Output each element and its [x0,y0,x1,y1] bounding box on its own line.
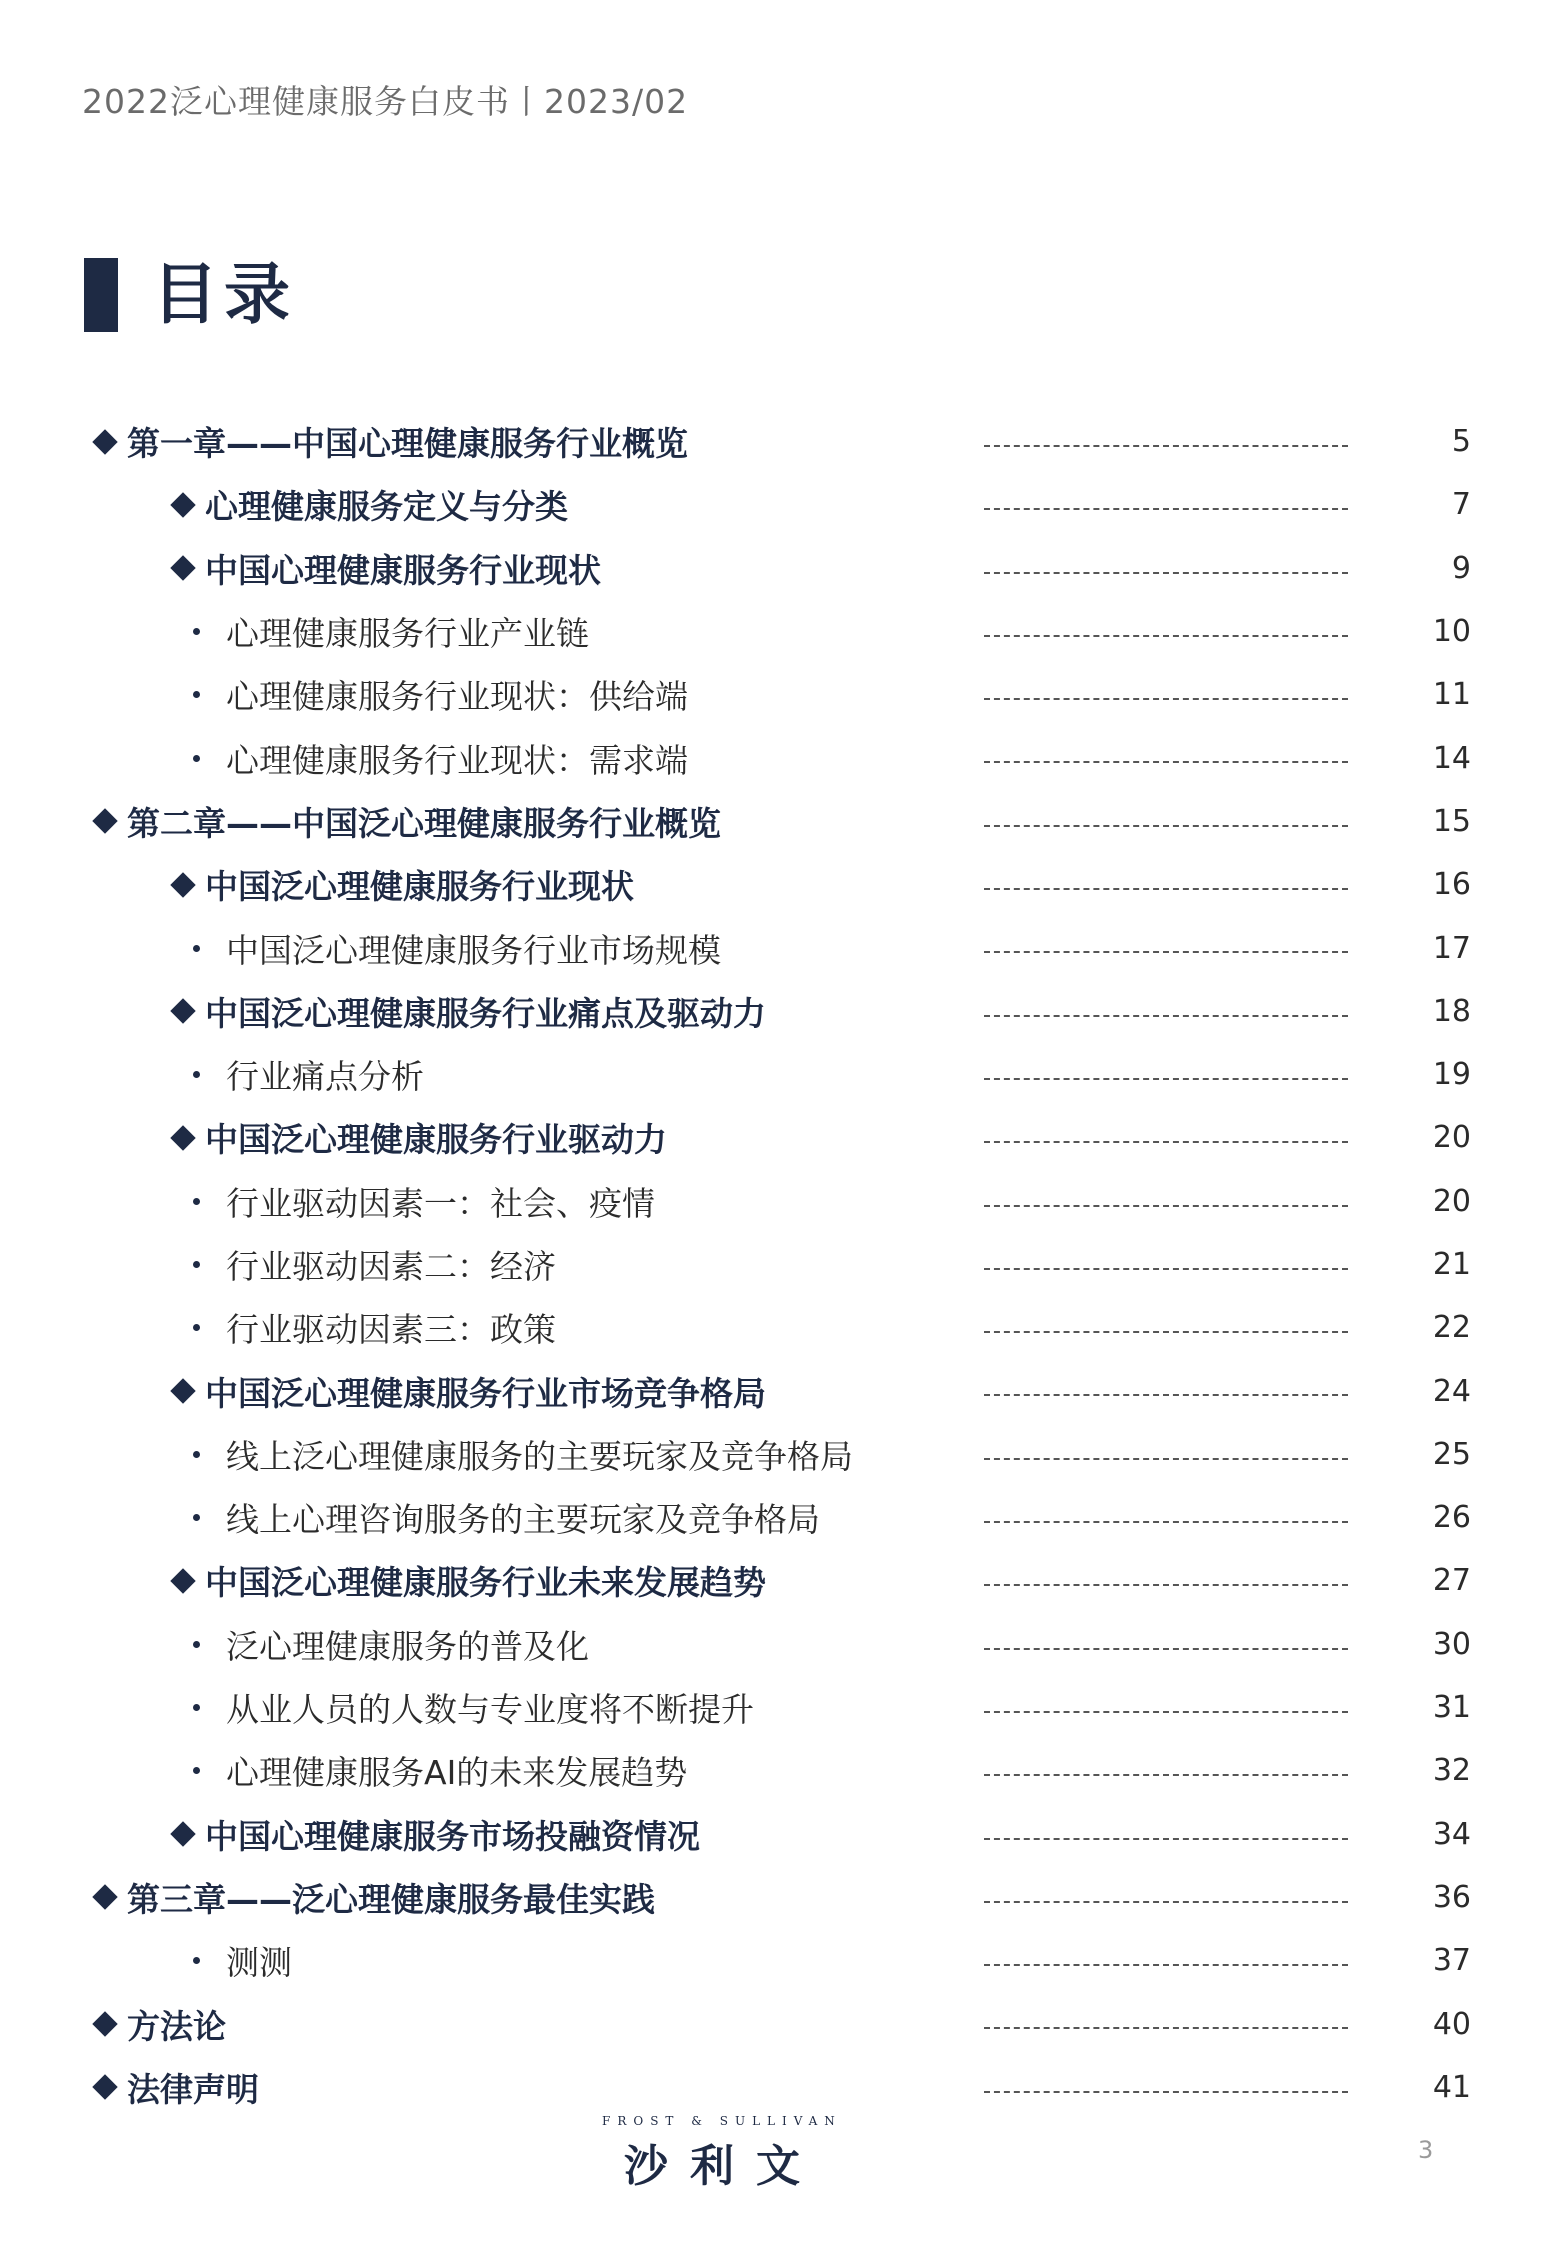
toc-entry-label: 中国泛心理健康服务行业未来发展趋势 [205,1563,766,1603]
toc-row[interactable] [0,726,1553,789]
toc-entry [193,1739,687,1802]
toc-entry-label: 心理健康服务AI的未来发展趋势 [226,1753,688,1793]
dotted-leader [984,1268,1348,1270]
logo-chinese-text: 沙利文 [624,2141,822,2192]
toc-entry-label: 中国泛心理健康服务行业市场规模 [226,930,721,970]
toc-row[interactable] [0,1106,1553,1169]
bullet-icon [193,1704,200,1711]
dotted-leader [984,761,1348,763]
toc-entry-label: 心理健康服务行业现状：需求端 [226,740,688,780]
toc-row[interactable] [0,1866,1553,1929]
dotted-leader [984,572,1348,574]
toc-entry [193,1613,589,1676]
dotted-leader [984,1331,1348,1333]
toc-page-number: 37 [1432,1943,1471,1979]
toc-row[interactable] [0,1233,1553,1296]
dotted-leader [984,1015,1348,1017]
toc-entry-label: 方法论 [127,2006,226,2046]
toc-row[interactable] [0,1992,1553,2055]
toc-entry [193,600,589,663]
bullet-icon [193,1324,200,1331]
toc-entry [193,726,688,789]
toc-row[interactable] [0,410,1553,473]
toc-entry-label: 线上心理咨询服务的主要玩家及竞争格局 [226,1500,820,1540]
toc-entry [193,1676,754,1739]
toc-row[interactable] [0,1549,1553,1612]
toc-page-number: 27 [1432,1563,1471,1599]
toc-page-number: 34 [1432,1816,1471,1852]
diamond-bullet-icon [92,429,117,454]
toc-page-number: 40 [1432,2006,1471,2042]
toc-page-number: 18 [1432,993,1471,1029]
bullet-icon [193,1071,200,1078]
bullet-icon [193,1767,200,1774]
frost-sullivan-logo [602,2114,842,2194]
toc-page-number: 5 [1451,424,1471,460]
page-title: 目录 [152,256,296,333]
toc-entry [170,1106,667,1169]
toc-entry-label: 中国泛心理健康服务行业痛点及驱动力 [205,993,766,1033]
dotted-leader [984,1521,1348,1523]
toc-entry [170,1549,766,1612]
diamond-bullet-icon [170,1821,195,1846]
toc-page-number: 20 [1432,1120,1471,1156]
toc-entry [92,790,721,853]
toc-row[interactable] [0,600,1553,663]
bullet-icon [193,628,200,635]
bullet-icon [193,691,200,698]
dotted-leader [984,508,1348,510]
toc-entry [170,473,568,536]
toc-row[interactable] [0,537,1553,600]
toc-row[interactable] [0,1423,1553,1486]
dotted-leader [984,1584,1348,1586]
table-of-contents [0,410,1553,2119]
document-header: 2022泛心理健康服务白皮书丨2023/02 [82,82,689,121]
toc-entry-label: 心理健康服务行业现状：供给端 [226,677,688,717]
dotted-leader [984,951,1348,953]
toc-page-number: 11 [1432,677,1471,713]
toc-entry-label: 线上泛心理健康服务的主要玩家及竞争格局 [226,1436,853,1476]
toc-entry [92,2056,259,2119]
toc-entry [170,1359,766,1422]
footer-page-number: 3 [1418,2136,1434,2164]
dotted-leader [984,1205,1348,1207]
dotted-leader [984,1078,1348,1080]
toc-entry [193,1929,292,1992]
toc-entry [193,916,721,979]
toc-row[interactable] [0,1359,1553,1422]
toc-entry-label: 法律声明 [127,2069,259,2109]
diamond-bullet-icon [170,1568,195,1593]
bullet-icon [193,755,200,762]
toc-entry-label: 测测 [226,1943,292,1983]
toc-page-number: 36 [1432,1879,1471,1915]
dotted-leader [984,1394,1348,1396]
toc-row[interactable] [0,1803,1553,1866]
diamond-bullet-icon [92,2011,117,2036]
toc-entry-label: 心理健康服务定义与分类 [205,487,568,527]
toc-entry [193,1043,424,1106]
toc-entry-label: 行业痛点分析 [226,1057,424,1097]
toc-row[interactable] [0,790,1553,853]
toc-page-number: 17 [1432,930,1471,966]
toc-row[interactable] [0,473,1553,536]
toc-row[interactable] [0,1043,1553,1106]
toc-entry [193,1423,853,1486]
toc-entry [193,1233,556,1296]
diamond-bullet-icon [170,492,195,517]
diamond-bullet-icon [170,872,195,897]
toc-row[interactable] [0,663,1553,726]
toc-row[interactable] [0,2056,1553,2119]
dotted-leader [984,2027,1348,2029]
toc-page-number: 41 [1432,2069,1471,2105]
dotted-leader [984,1774,1348,1776]
toc-page-number: 10 [1432,614,1471,650]
toc-entry-label: 中国心理健康服务市场投融资情况 [205,1816,700,1856]
toc-page-number: 16 [1432,867,1471,903]
dotted-leader [984,698,1348,700]
toc-row[interactable] [0,1929,1553,1992]
diamond-bullet-icon [170,556,195,581]
toc-row[interactable] [0,1739,1553,1802]
dotted-leader [984,825,1348,827]
toc-entry-label: 从业人员的人数与专业度将不断提升 [226,1690,754,1730]
toc-page-number: 30 [1432,1626,1471,1662]
dotted-leader [984,1458,1348,1460]
toc-entry-label: 第二章——中国泛心理健康服务行业概览 [127,803,721,843]
bullet-icon [193,1957,200,1964]
toc-page-number: 20 [1432,1183,1471,1219]
bullet-icon [193,1451,200,1458]
bullet-icon [193,1261,200,1268]
toc-page-number: 32 [1432,1753,1471,1789]
toc-page-number: 19 [1432,1057,1471,1093]
bullet-icon [193,1198,200,1205]
diamond-bullet-icon [170,1378,195,1403]
toc-entry [193,1296,556,1359]
diamond-bullet-icon [92,809,117,834]
toc-entry [92,1992,226,2055]
toc-row[interactable] [0,980,1553,1043]
toc-page-number: 14 [1432,740,1471,776]
bullet-icon [193,1641,200,1648]
logo-english-text: FROST & SULLIVAN [602,2114,842,2128]
dotted-leader [984,2091,1348,2093]
toc-page-number: 22 [1432,1310,1471,1346]
dotted-leader [984,1141,1348,1143]
toc-page-number: 24 [1432,1373,1471,1409]
toc-row[interactable] [0,1613,1553,1676]
title-accent-bar [84,258,118,332]
diamond-bullet-icon [92,2075,117,2100]
toc-entry-label: 行业驱动因素三：政策 [226,1310,556,1350]
toc-entry-label: 中国泛心理健康服务行业市场竞争格局 [205,1373,766,1413]
dotted-leader [984,1901,1348,1903]
toc-heading [84,258,296,332]
toc-entry-label: 行业驱动因素一：社会、疫情 [226,1183,655,1223]
toc-entry [170,853,634,916]
dotted-leader [984,635,1348,637]
toc-page-number: 21 [1432,1247,1471,1282]
toc-entry [170,1803,700,1866]
toc-row[interactable] [0,1676,1553,1739]
diamond-bullet-icon [170,1125,195,1150]
toc-entry [193,1486,820,1549]
toc-entry [170,537,601,600]
toc-entry-label: 第一章——中国心理健康服务行业概览 [127,424,688,464]
dotted-leader [984,1838,1348,1840]
toc-entry-label: 中国泛心理健康服务行业现状 [205,867,634,907]
toc-page-number: 9 [1451,550,1471,586]
diamond-bullet-icon [170,999,195,1024]
diamond-bullet-icon [92,1885,117,1910]
toc-page-number: 25 [1432,1436,1471,1472]
dotted-leader [984,1964,1348,1966]
toc-page-number: 31 [1432,1690,1471,1726]
toc-entry-label: 中国心理健康服务行业现状 [205,550,601,590]
toc-row[interactable] [0,916,1553,979]
toc-page-number: 26 [1432,1500,1471,1536]
toc-row[interactable] [0,1296,1553,1359]
bullet-icon [193,945,200,952]
bullet-icon [193,1514,200,1521]
toc-row[interactable] [0,853,1553,916]
dotted-leader [984,1648,1348,1650]
toc-entry [92,410,688,473]
toc-entry-label: 泛心理健康服务的普及化 [226,1626,589,1666]
toc-page-number: 7 [1451,487,1471,523]
toc-row[interactable] [0,1170,1553,1233]
toc-entry-label: 心理健康服务行业产业链 [226,614,589,654]
toc-entry [170,980,766,1043]
toc-entry [193,663,688,726]
toc-entry-label: 中国泛心理健康服务行业驱动力 [205,1120,667,1160]
toc-row[interactable] [0,1486,1553,1549]
dotted-leader [984,888,1348,890]
toc-page-number: 15 [1432,803,1471,839]
dotted-leader [984,1711,1348,1713]
toc-entry-label: 第三章——泛心理健康服务最佳实践 [127,1879,655,1919]
toc-entry [193,1170,655,1233]
toc-entry-label: 行业驱动因素二：经济 [226,1247,556,1286]
dotted-leader [984,445,1348,447]
toc-entry [92,1866,655,1929]
